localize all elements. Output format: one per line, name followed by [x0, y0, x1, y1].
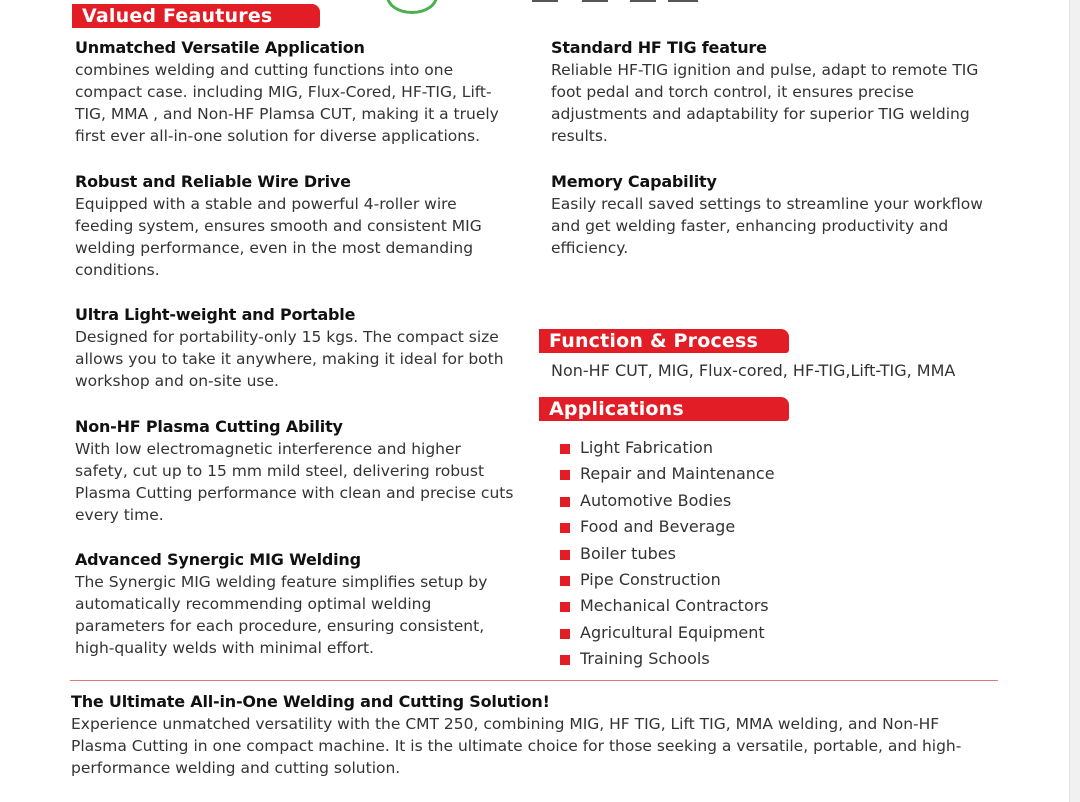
feature-title: Advanced Synergic MIG Welding [75, 550, 361, 569]
summary-line: Experience unmatched versatility with the CMT 250, combining MIG, HF TIG, Lift TIG, MMA welding, and Non-HF [71, 715, 940, 733]
feature-body [551, 193, 1011, 259]
feature-body [75, 438, 525, 526]
summary-body [71, 713, 971, 779]
square-bullet-icon [560, 629, 570, 639]
square-bullet-icon [560, 497, 570, 507]
square-bullet-icon [560, 444, 570, 454]
feature-title: Memory Capability [551, 172, 717, 191]
valued-features-heading: Valued Feautures [82, 5, 273, 27]
list-item [560, 463, 775, 489]
summary-title: The Ultimate All-in-One Welding and Cutting Solution! [71, 692, 550, 711]
square-bullet-icon [560, 655, 570, 665]
list-item-label: Food and Beverage [580, 517, 736, 537]
section-divider [70, 680, 998, 681]
feature-line: compact case. including MIG, Flux-Cored, HF-TIG, Lift- [75, 83, 492, 101]
feature-line: and get welding faster, enhancing productivity and [551, 217, 949, 235]
list-item-label: Training Schools [580, 649, 710, 669]
square-bullet-icon [560, 470, 570, 480]
feature-line: parameters for each procedure, ensuring consistent, [75, 617, 485, 635]
list-item [560, 437, 775, 463]
feature-line: high-quality welds with minimal effort. [75, 639, 374, 657]
feature-wire-drive [75, 171, 525, 281]
feature-hf-tig [551, 37, 1011, 147]
feature-line: With low electromagnetic interference and higher [75, 440, 461, 458]
feature-line: safety, cut up to 15 mm mild steel, delivering robust [75, 462, 485, 480]
feature-line: first ever all-in-one solution for diverse applications. [75, 127, 481, 145]
feature-line: efficiency. [551, 239, 629, 257]
feature-body [75, 59, 525, 147]
feature-line: every time. [75, 506, 164, 524]
feature-lightweight-portable [75, 304, 525, 392]
feature-line: welding performance, even in the most demanding [75, 239, 474, 257]
feature-plasma-cutting [75, 416, 525, 526]
feature-line: results. [551, 127, 608, 145]
feature-body [551, 59, 1011, 147]
feature-title: Non-HF Plasma Cutting Ability [75, 417, 343, 436]
feature-title: Unmatched Versatile Application [75, 38, 365, 57]
valued-features-banner [72, 4, 320, 28]
function-process-text: Non-HF CUT, MIG, Flux-cored, HF-TIG,Lift-TIG, MMA [551, 361, 956, 380]
list-item-label: Boiler tubes [580, 543, 676, 563]
function-process-heading: Function & Process [549, 330, 759, 352]
list-item-label: Repair and Maintenance [580, 464, 775, 484]
square-bullet-icon [560, 550, 570, 560]
feature-line: automatically recommending optimal welding [75, 595, 432, 613]
page-edge [1069, 0, 1080, 802]
feature-body [75, 193, 525, 281]
list-item [560, 490, 775, 516]
feature-line: adjustments and adaptability for superior TIG welding [551, 105, 970, 123]
feature-line: Designed for portability-only 15 kgs. The compact size [75, 328, 499, 346]
list-item-label: Automotive Bodies [580, 490, 732, 510]
feature-line: feeding system, ensures smooth and consistent MIG [75, 217, 482, 235]
feature-title: Robust and Reliable Wire Drive [75, 172, 351, 191]
feature-line: allows you to take it anywhere, making it ideal for both [75, 350, 504, 368]
square-bullet-icon [560, 576, 570, 586]
list-item [560, 595, 775, 621]
feature-line: foot pedal and torch control, it ensures precise [551, 83, 914, 101]
square-bullet-icon [560, 523, 570, 533]
top-decor-bar [532, 0, 558, 2]
list-item [560, 569, 775, 595]
brand-logo-fragment [386, 0, 438, 14]
summary-block [71, 691, 971, 779]
list-item-label: Agricultural Equipment [580, 622, 765, 642]
list-item [560, 622, 775, 648]
applications-heading: Applications [549, 398, 684, 420]
feature-title: Ultra Light-weight and Portable [75, 305, 356, 324]
list-item [560, 516, 775, 542]
feature-synergic-mig [75, 549, 525, 659]
feature-line: The Synergic MIG welding feature simplifies setup by [75, 573, 488, 591]
list-item [560, 648, 775, 674]
feature-line: TIG, MMA , and Non-HF Plamsa CUT, making it a truely [75, 105, 499, 123]
feature-body [75, 326, 525, 392]
list-item-label: Light Fabrication [580, 438, 713, 457]
feature-line: combines welding and cutting functions into one [75, 61, 454, 79]
feature-body [75, 571, 525, 659]
feature-line: Plasma Cutting performance with clean and precise cuts [75, 484, 514, 502]
feature-title: Standard HF TIG feature [551, 38, 767, 57]
square-bullet-icon [560, 602, 570, 612]
function-process-banner [539, 329, 789, 353]
summary-line: Plasma Cutting in one compact machine. It is the ultimate choice for those seeking a versatile, portable, and high- [71, 737, 962, 755]
list-item-label: Mechanical Contractors [580, 596, 769, 616]
top-decor-bar [668, 0, 698, 2]
top-decor-bar [630, 0, 656, 2]
feature-line: Equipped with a stable and powerful 4-roller wire [75, 195, 457, 213]
summary-line: performance welding and cutting solution. [71, 759, 401, 777]
top-decor-bar [582, 0, 608, 2]
feature-line: workshop and on-site use. [75, 372, 279, 390]
list-item-label: Pipe Construction [580, 569, 721, 589]
feature-line: conditions. [75, 261, 160, 279]
feature-line: Reliable HF-TIG ignition and pulse, adapt to remote TIG [551, 61, 979, 79]
feature-memory [551, 171, 1011, 259]
applications-banner [539, 397, 789, 421]
feature-line: Easily recall saved settings to streamline your workflow [551, 195, 983, 213]
feature-versatile-application [75, 37, 525, 147]
applications-list [560, 437, 775, 675]
list-item [560, 543, 775, 569]
